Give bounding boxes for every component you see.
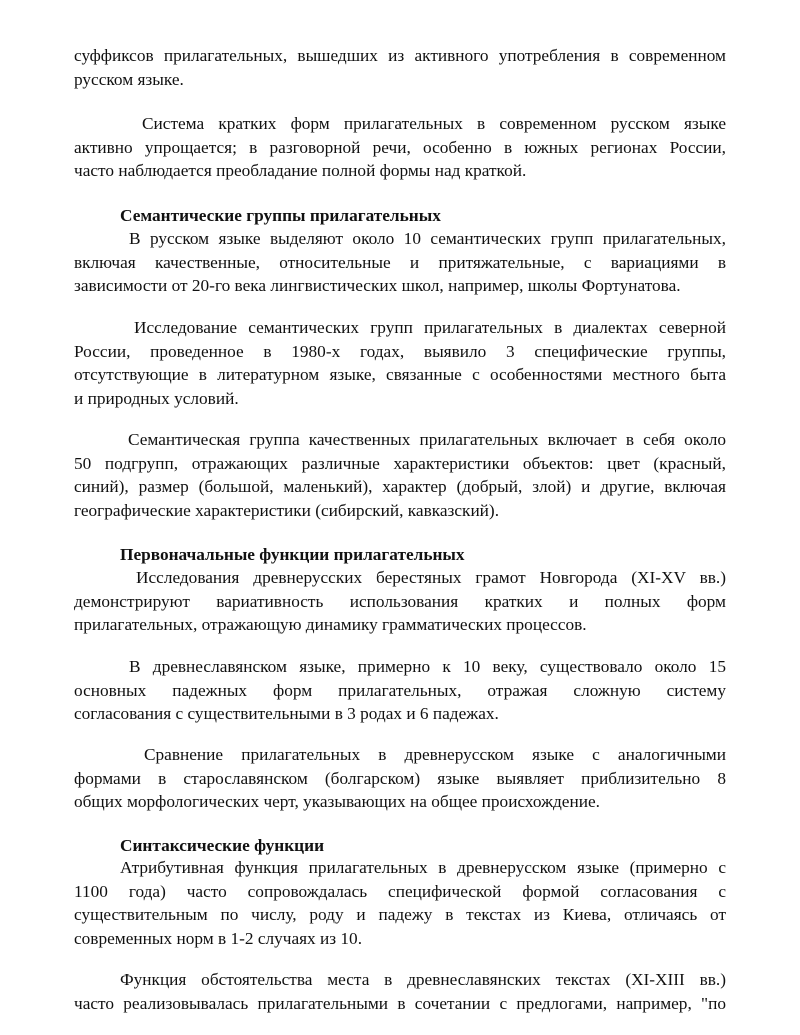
text-line: русском языке. xyxy=(74,69,184,89)
text-line: часто реализовывалась прилагательными в сочетании с предлогами, например, "по xyxy=(74,993,726,1013)
text-line: 50 подгрупп, отражающих различные характеристики объектов: цвет (красный, xyxy=(74,453,726,473)
text-line: согласования с существительными в 3 родах и 6 падежах. xyxy=(74,704,499,724)
text-line: часто наблюдается преобладание полной формы над краткой. xyxy=(74,161,527,181)
paragraph xyxy=(74,316,726,410)
paragraph xyxy=(74,743,726,814)
paragraph xyxy=(74,227,726,298)
text-line: 1100 года) часто сопровождалась специфической формой согласования с xyxy=(74,881,726,901)
section-heading: Синтаксические функции xyxy=(120,836,325,855)
paragraph xyxy=(74,112,726,183)
text-line: общих морфологических черт, указывающих на общее происхождение. xyxy=(74,792,600,812)
text-line: Система кратких форм прилагательных в современном русском языке xyxy=(142,114,726,133)
text-line: включая качественные, относительные и притяжательные, с вариациями в xyxy=(74,252,726,272)
section-heading: Семантические группы прилагательных xyxy=(120,206,441,225)
section-heading: Первоначальные функции прилагательных xyxy=(120,545,465,564)
text-line: географические характеристики (сибирский, кавказский). xyxy=(74,500,500,520)
text-line: Функция обстоятельства места в древнеславянских текстах (XI-XIII вв.) xyxy=(120,970,726,989)
paragraph xyxy=(74,655,726,726)
text-line: демонстрируют вариативность использования кратких и полных форм xyxy=(74,591,726,611)
paragraph xyxy=(74,968,726,1015)
text-line: и природных условий. xyxy=(74,388,239,408)
text-line: формами в старославянском (болгарском) языке выявляет приблизительно 8 xyxy=(74,768,726,788)
text-line: Исследования древнерусских берестяных грамот Новгорода (XI-XV вв.) xyxy=(136,568,726,587)
text-line: существительным по числу, роду и падежу в текстах из Киева, отличаясь от xyxy=(74,905,726,925)
paragraph xyxy=(74,566,726,637)
paragraph xyxy=(74,856,726,950)
text-line: Семантическая группа качественных прилагательных включает в себя около xyxy=(128,430,726,449)
paragraph xyxy=(74,428,726,522)
paragraph xyxy=(74,44,726,91)
text-line: прилагательных, отражающую динамику грамматических процессов. xyxy=(74,615,587,635)
text-line: современных норм в 1-2 случаях из 10. xyxy=(74,928,363,948)
text-line: суффиксов прилагательных, вышедших из активного употребления в современном xyxy=(74,46,726,65)
text-line: отсутствующие в литературном языке, связанные с особенностями местного быта xyxy=(74,365,726,385)
text-line: России, проведенное в 1980-х годах, выявило 3 специфические группы, xyxy=(74,341,726,361)
text-line: Сравнение прилагательных в древнерусском языке с аналогичными xyxy=(144,745,726,764)
text-line: В древнеславянском языке, примерно к 10 веку, существовало около 15 xyxy=(129,657,726,676)
text-line: синий), размер (большой, маленький), характер (добрый, злой) и другие, включая xyxy=(74,477,726,497)
text-line: Атрибутивная функция прилагательных в древнерусском языке (примерно с xyxy=(120,858,726,877)
text-line: В русском языке выделяют около 10 семантических групп прилагательных, xyxy=(129,229,726,248)
text-line: основных падежных форм прилагательных, отражая сложную систему xyxy=(74,680,726,700)
text-line: активно упрощается; в разговорной речи, особенно в южных регионах России, xyxy=(74,137,726,157)
text-line: зависимости от 20-го века лингвистических школ, например, школы Фортунатова. xyxy=(74,276,681,296)
text-line: Исследование семантических групп прилагательных в диалектах северной xyxy=(134,318,726,337)
